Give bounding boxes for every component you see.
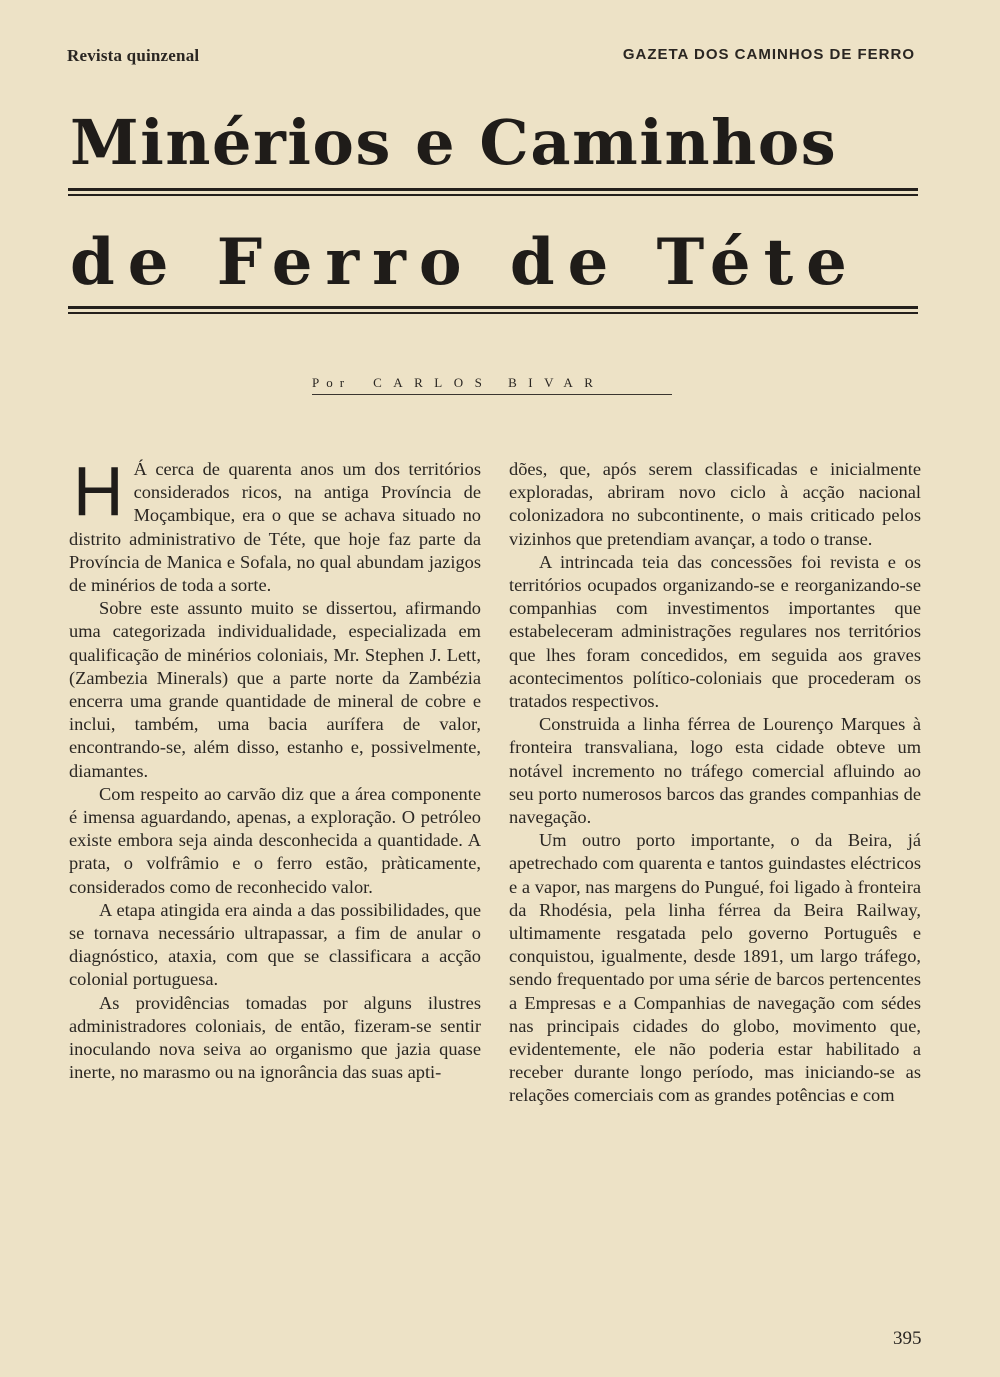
paragraph: dões, que, após serem classificadas e inicialmente exploradas, abriram novo ciclo à acção nacional colonizadora no subcontinente, o mais criticado pelos vizinhos que pretendiam avançar, a todo o transe. [509, 459, 921, 549]
page-number: 395 [893, 1328, 922, 1349]
byline [312, 375, 672, 391]
paragraph: A etapa atingida era ainda a das possibilidades, que se tornava necessário ultrapassar, a fim de anular o diagnóstico, ataxia, com que se classificara a acção colonial portuguesa. [69, 899, 481, 990]
paragraph: Construida a linha férrea de Lourenço Marques à fronteira transvaliana, logo esta cidade obteve um notável incremento no tráfego comercial afluindo ao seu porto numerosos barcos das grandes companhias de navegação. [509, 714, 921, 828]
article-title-line-2: de Ferro de Téte [70, 225, 860, 300]
paragraph: Com respeito ao carvão diz que a área componente é imensa aguardando, apenas, a exploração. O petróleo existe embora seja ainda desconhecida a quantidade. A prata, o volfrâmio e o ferro estão, pràticamente, considerados como de reconhecido valor. [69, 783, 481, 897]
paragraph: As providências tomadas por alguns ilustres administradores coloniais, de então, fizeram-se sentir inoculando nova seiva ao organismo que jazia quase inerte, no marasmo ou na ignorância das suas apti- [69, 992, 481, 1083]
byline-underline [312, 394, 672, 395]
drop-cap: H [73, 452, 124, 530]
paragraph: Um outro porto importante, o da Beira, já apetrechado com quarenta e tantos guindastes eléctricos e a vapor, nas margens do Pungué, foi ligado à fronteira da Rhodésia, pela linha férrea da Beira Railway, ultimamente resgatada pelo governo Português e conquistou, igualmente, desde 1891, um largo tráfego, sendo frequentado por uma série de barcos pertencentes a Empresas e a Companhias de navegação com sédes nas principais cidades do globo, movimento que, evidentemente, ele não poderia estar habilitado a receber durante longo período, mas iniciando-se as relações comerciais com as grandes potências e com [509, 830, 921, 1106]
title-double-rule-1 [68, 188, 918, 196]
article-column-right [509, 458, 921, 1108]
paragraph: A intrincada teia das concessões foi revista e os territórios ocupados organizando-se e reorganizando-se companhias com investimentos importantes que estabeleceram administrações regulares nos territórios que lhes foram concedidos, em seguida aos graves acontecimentos político-coloniais que procederam os tratados respectivos. [509, 551, 921, 712]
article-column-left [69, 452, 481, 1084]
byline-prefix: Por [312, 375, 352, 390]
article-title-line-1: Minérios e Caminhos [70, 106, 838, 179]
paragraph: H Á cerca de quarenta anos um dos territórios considerados ricos, na antiga Província de Moçambique, era o que se achava situado no distrito administrativo de Téte, que hoje faz parte da Província de Manica e Sofala, no qual abundam jazigos de minérios de toda a sorte. [69, 452, 481, 596]
running-header-right: GAZETA DOS CAMINHOS DE FERRO [622, 46, 915, 63]
title-double-rule-2 [68, 306, 918, 314]
byline-author: CARLOS BIVAR [373, 375, 605, 390]
running-header-left: Revista quinzenal [67, 46, 200, 65]
paragraph: Sobre este assunto muito se dissertou, afirmando uma categorizada individualidade, especializada em qualificação de minérios coloniais, Mr. Stephen J. Lett, (Zambezia Minerals) que a parte norte da Zambézia encerra uma grande quantidade de mineral de cobre e inclui, também, uma bacia aurífera de valor, encontrando-se, além disso, estanho e, possivelmente, diamantes. [69, 598, 481, 781]
